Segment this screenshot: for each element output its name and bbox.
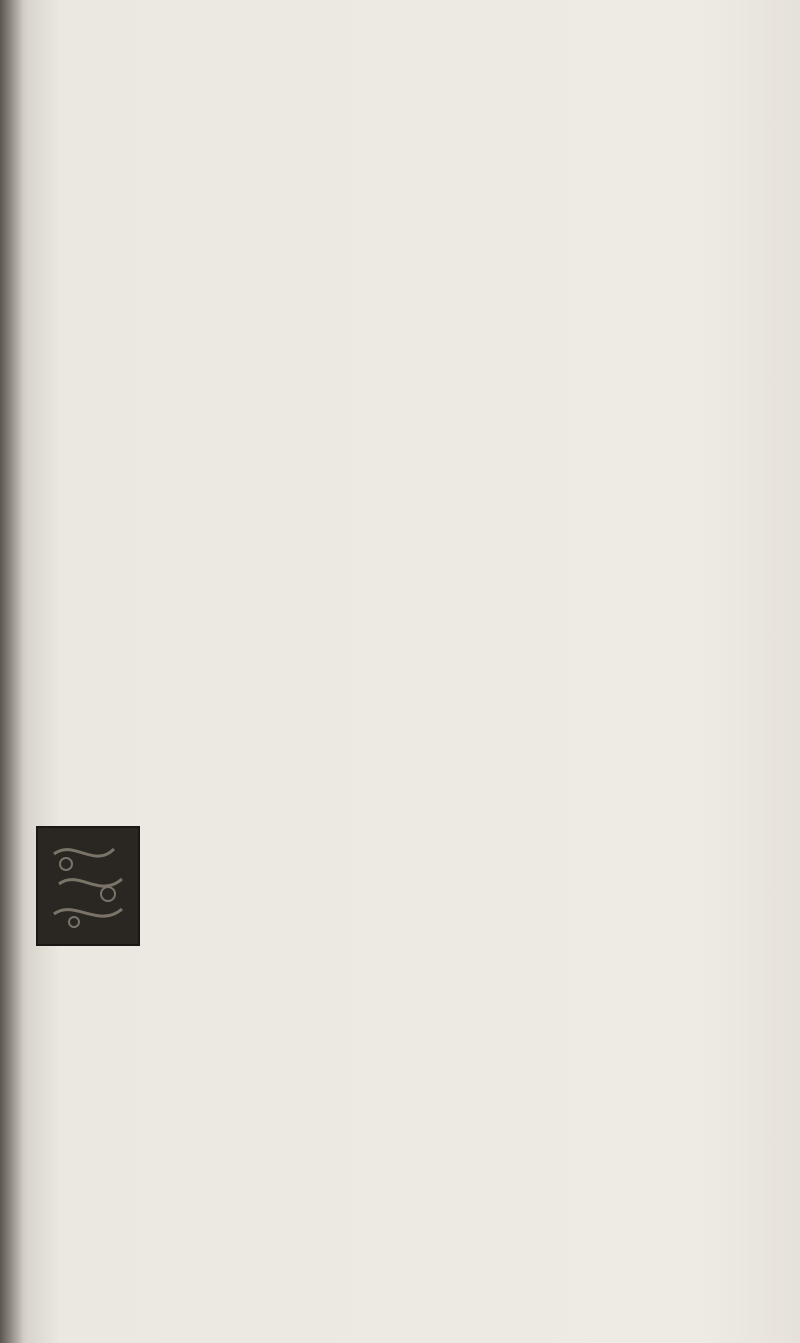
chapter-heading — [128, 774, 688, 804]
running-header — [0, 42, 800, 78]
initial-letter — [38, 828, 138, 944]
page-spine-shadow — [0, 0, 22, 1343]
ornamental-initial — [36, 826, 140, 946]
